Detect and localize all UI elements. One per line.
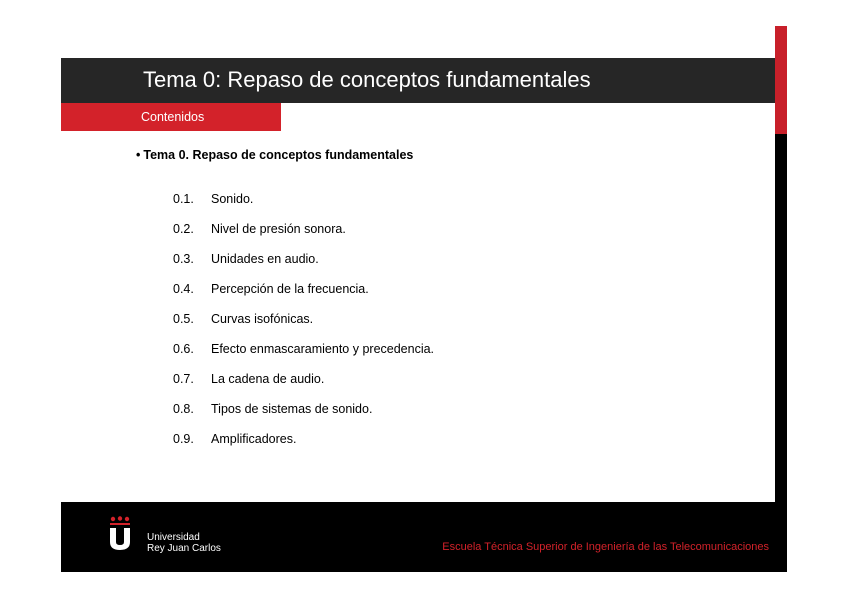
topic-label: Nivel de presión sonora. xyxy=(211,222,346,236)
list-item xyxy=(173,251,434,281)
list-item xyxy=(173,401,434,431)
university-line-2: Rey Juan Carlos xyxy=(147,543,221,554)
university-logo-icon xyxy=(108,516,132,550)
section-tab xyxy=(61,103,281,131)
topic-label: Efecto enmascaramiento y precedencia. xyxy=(211,342,435,356)
title-bar xyxy=(61,58,775,103)
school-name: Escuela Técnica Superior de Ingeniería de las Telecomunicaciones xyxy=(442,541,769,553)
topic-label: Sonido. xyxy=(211,192,254,206)
topic-number: 0.1. xyxy=(173,192,194,206)
university-line-1: Universidad xyxy=(147,532,200,543)
university-name xyxy=(147,532,221,554)
right-edge-red-bar xyxy=(775,26,787,134)
topic-number: 0.2. xyxy=(173,222,194,236)
right-edge-black-bar xyxy=(775,134,787,502)
topic-number: 0.7. xyxy=(173,372,194,386)
topic-number: 0.4. xyxy=(173,282,194,296)
bullet-heading-text: Tema 0. Repaso de conceptos fundamentales xyxy=(143,148,414,162)
list-item xyxy=(173,371,434,401)
topic-label: Unidades en audio. xyxy=(211,252,319,266)
list-item xyxy=(173,281,434,311)
topic-list xyxy=(173,191,434,461)
footer-bar xyxy=(61,502,787,572)
topic-label: Curvas isofónicas. xyxy=(211,312,314,326)
slide-title: Tema 0: Repaso de conceptos fundamentales xyxy=(143,67,591,92)
list-item xyxy=(173,341,434,371)
bullet-heading xyxy=(136,147,413,163)
topic-number: 0.5. xyxy=(173,312,194,326)
topic-number: 0.3. xyxy=(173,252,194,266)
topic-number: 0.6. xyxy=(173,342,194,356)
list-item xyxy=(173,191,434,221)
topic-label: Percepción de la frecuencia. xyxy=(211,282,369,296)
topic-label: Tipos de sistemas de sonido. xyxy=(211,402,373,416)
list-item xyxy=(173,311,434,341)
topic-label: Amplificadores. xyxy=(211,432,297,446)
topic-label: La cadena de audio. xyxy=(211,372,325,386)
list-item xyxy=(173,431,434,461)
topic-number: 0.9. xyxy=(173,432,194,446)
list-item xyxy=(173,221,434,251)
section-tab-label: Contenidos xyxy=(141,110,205,124)
bullet-dot-icon: • xyxy=(136,148,141,162)
topic-number: 0.8. xyxy=(173,402,194,416)
